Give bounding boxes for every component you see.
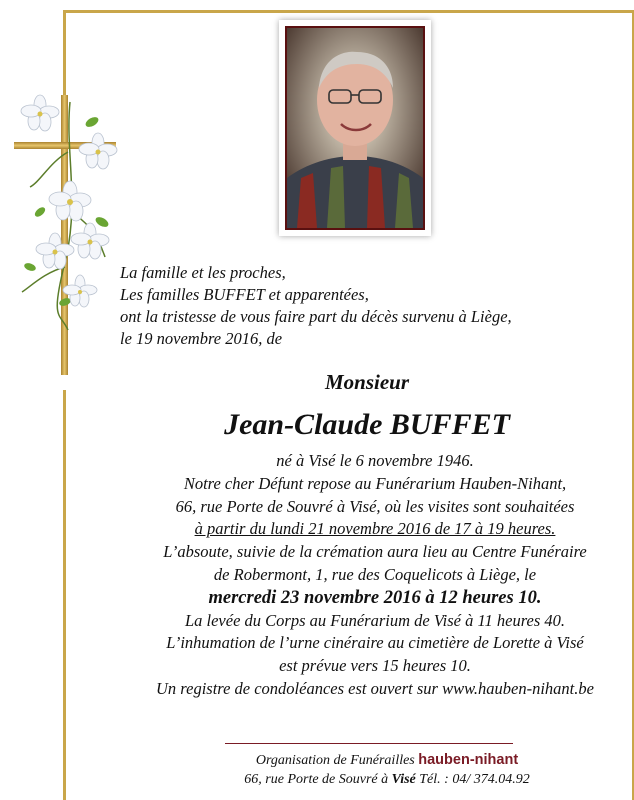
portrait-photo: [285, 26, 425, 230]
org-prefix: Organisation de Funérailles: [255, 753, 415, 768]
levee-line: La levée du Corps au Funérarium de Visé à 11 heures 40.: [184, 610, 566, 630]
repose-line: Notre cher Défunt repose au Funérarium Hauben-Nihant,: [183, 473, 567, 493]
registry-line: Un registre de condoléances est ouvert sur www.hauben-nihant.be: [156, 678, 594, 698]
phone: Tél. : 04/ 374.04.92: [419, 772, 530, 787]
birth-line: né à Visé le 6 novembre 1946.: [276, 451, 474, 470]
portrait-frame: [279, 20, 431, 236]
brand-logo: hauben-nihant: [418, 752, 519, 768]
absoute-line: de Robermont, 1, rue des Coquelicots à Liège, le: [213, 564, 537, 584]
absoute-line: L’absoute, suivie de la crémation aura lieu au Centre Funéraire: [163, 542, 587, 562]
salutation: Monsieur: [324, 370, 410, 394]
intro-line: Les familles BUFFET et apparentées,: [120, 285, 369, 304]
address-city: Visé: [391, 772, 416, 787]
flower-icon: [10, 92, 120, 332]
intro-line: La famille et les proches,: [120, 263, 286, 282]
frame-border-top: [64, 10, 634, 13]
footer-divider: [225, 743, 513, 744]
repose-line: 66, rue Porte de Souvré à Visé, où les visites sont souhaitées: [175, 496, 575, 516]
inhumation-line: est prévue vers 15 heures 10.: [279, 656, 471, 676]
intro-paragraph: [120, 262, 600, 350]
intro-line: ont la tristesse de vous faire part du décès survenu à Liège,: [120, 307, 512, 326]
inhumation-line: L’inhumation de l’urne cinéraire au cimetière de Lorette à Visé: [166, 633, 584, 653]
announcement-body: [70, 450, 634, 701]
frame-border-left-lower: [63, 390, 66, 800]
footer-address: [0, 772, 634, 788]
ceremony-date: mercredi 23 novembre 2016 à 12 heures 10.: [208, 587, 542, 608]
intro-line: le 19 novembre 2016, de: [120, 329, 283, 348]
deceased-name: Jean-Claude BUFFET: [224, 408, 510, 441]
address-prefix: 66, rue Porte de Souvré à: [244, 772, 389, 787]
visits-line: à partir du lundi 21 novembre 2016 de 17 à 19 heures.: [194, 519, 556, 539]
footer-organisation: [0, 752, 634, 769]
